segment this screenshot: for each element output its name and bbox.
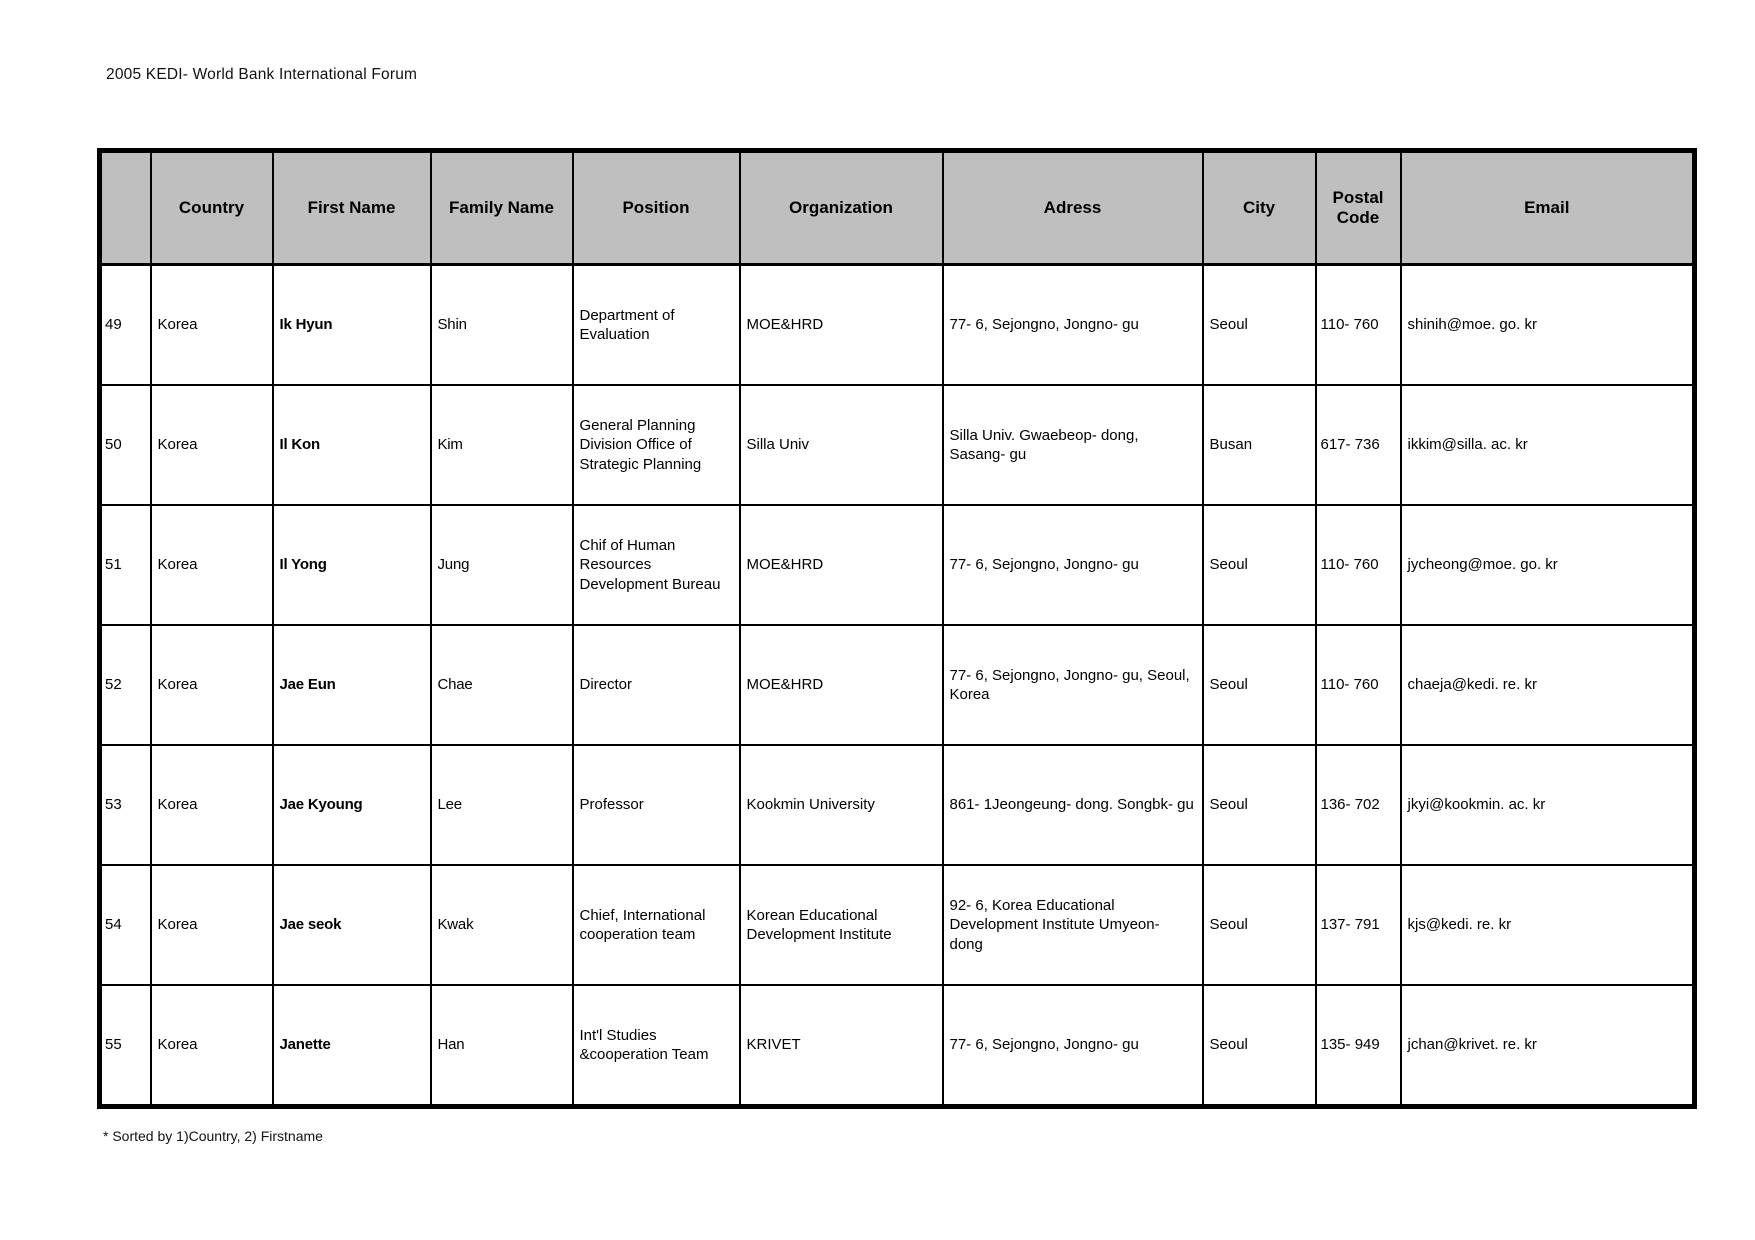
header-position: Position xyxy=(573,151,740,265)
table-row xyxy=(100,985,1695,1107)
cell-organization: Korean Educational Development Institute xyxy=(740,865,943,985)
cell-address: 77- 6, Sejongno, Jongno- gu xyxy=(943,265,1203,386)
cell-email: jycheong@moe. go. kr xyxy=(1401,505,1695,625)
table-body xyxy=(100,265,1695,1107)
cell-position: Director xyxy=(573,625,740,745)
cell-city: Seoul xyxy=(1203,625,1316,745)
cell-position: Professor xyxy=(573,745,740,865)
table-row xyxy=(100,625,1695,745)
cell-address: 861- 1Jeongeung- dong. Songbk- gu xyxy=(943,745,1203,865)
cell-position: Chief, International cooperation team xyxy=(573,865,740,985)
header-organization: Organization xyxy=(740,151,943,265)
cell-city: Seoul xyxy=(1203,745,1316,865)
header-city: City xyxy=(1203,151,1316,265)
table-row xyxy=(100,745,1695,865)
cell-country: Korea xyxy=(151,385,273,505)
cell-address: 77- 6, Sejongno, Jongno- gu, Seoul, Korea xyxy=(943,625,1203,745)
cell-postal-code: 137- 791 xyxy=(1316,865,1401,985)
cell-family-name: Lee xyxy=(431,745,573,865)
cell-country: Korea xyxy=(151,505,273,625)
cell-address: 77- 6, Sejongno, Jongno- gu xyxy=(943,985,1203,1107)
cell-city: Seoul xyxy=(1203,985,1316,1107)
cell-position: Department of Evaluation xyxy=(573,265,740,386)
cell-organization: Silla Univ xyxy=(740,385,943,505)
cell-city: Seoul xyxy=(1203,265,1316,386)
table-header xyxy=(100,151,1695,265)
cell-family-name: Kim xyxy=(431,385,573,505)
cell-country: Korea xyxy=(151,625,273,745)
cell-family-name: Chae xyxy=(431,625,573,745)
cell-row-number: 53 xyxy=(100,745,151,865)
cell-family-name: Kwak xyxy=(431,865,573,985)
table-row xyxy=(100,265,1695,386)
cell-position: Int'l Studies &cooperation Team xyxy=(573,985,740,1107)
cell-email: shinih@moe. go. kr xyxy=(1401,265,1695,386)
cell-country: Korea xyxy=(151,865,273,985)
cell-first-name: Jae Eun xyxy=(273,625,431,745)
cell-row-number: 49 xyxy=(100,265,151,386)
table-row xyxy=(100,865,1695,985)
cell-first-name: Jae Kyoung xyxy=(273,745,431,865)
table-row xyxy=(100,505,1695,625)
cell-postal-code: 110- 760 xyxy=(1316,625,1401,745)
header-postal-code: Postal Code xyxy=(1316,151,1401,265)
cell-first-name: Jae seok xyxy=(273,865,431,985)
cell-family-name: Han xyxy=(431,985,573,1107)
cell-country: Korea xyxy=(151,265,273,386)
cell-postal-code: 110- 760 xyxy=(1316,505,1401,625)
sort-note: * Sorted by 1)Country, 2) Firstname xyxy=(103,1128,323,1144)
cell-organization: MOE&HRD xyxy=(740,505,943,625)
header-family-name: Family Name xyxy=(431,151,573,265)
cell-postal-code: 136- 702 xyxy=(1316,745,1401,865)
header-row-number xyxy=(100,151,151,265)
cell-address: 77- 6, Sejongno, Jongno- gu xyxy=(943,505,1203,625)
cell-country: Korea xyxy=(151,745,273,865)
header-first-name: First Name xyxy=(273,151,431,265)
cell-family-name: Shin xyxy=(431,265,573,386)
cell-address: 92- 6, Korea Educational Development Institute Umyeon- dong xyxy=(943,865,1203,985)
participants-table xyxy=(97,148,1697,1109)
cell-country: Korea xyxy=(151,985,273,1107)
cell-row-number: 50 xyxy=(100,385,151,505)
cell-first-name: Ik Hyun xyxy=(273,265,431,386)
cell-organization: KRIVET xyxy=(740,985,943,1107)
cell-first-name: Il Yong xyxy=(273,505,431,625)
header-email: Email xyxy=(1401,151,1695,265)
cell-email: chaeja@kedi. re. kr xyxy=(1401,625,1695,745)
document-title: 2005 KEDI- World Bank International Forum xyxy=(106,66,418,83)
cell-row-number: 55 xyxy=(100,985,151,1107)
table-row xyxy=(100,385,1695,505)
cell-position: General Planning Division Office of Strategic Planning xyxy=(573,385,740,505)
cell-city: Busan xyxy=(1203,385,1316,505)
cell-row-number: 51 xyxy=(100,505,151,625)
cell-first-name: Janette xyxy=(273,985,431,1107)
cell-city: Seoul xyxy=(1203,505,1316,625)
cell-email: jchan@krivet. re. kr xyxy=(1401,985,1695,1107)
cell-address: Silla Univ. Gwaebeop- dong, Sasang- gu xyxy=(943,385,1203,505)
cell-email: ikkim@silla. ac. kr xyxy=(1401,385,1695,505)
cell-organization: Kookmin University xyxy=(740,745,943,865)
cell-organization: MOE&HRD xyxy=(740,625,943,745)
cell-row-number: 54 xyxy=(100,865,151,985)
cell-first-name: Il Kon xyxy=(273,385,431,505)
cell-postal-code: 110- 760 xyxy=(1316,265,1401,386)
cell-row-number: 52 xyxy=(100,625,151,745)
cell-email: jkyi@kookmin. ac. kr xyxy=(1401,745,1695,865)
cell-postal-code: 617- 736 xyxy=(1316,385,1401,505)
table-header-row xyxy=(100,151,1695,265)
header-country: Country xyxy=(151,151,273,265)
cell-email: kjs@kedi. re. kr xyxy=(1401,865,1695,985)
cell-position: Chif of Human Resources Development Bureau xyxy=(573,505,740,625)
header-address: Adress xyxy=(943,151,1203,265)
cell-postal-code: 135- 949 xyxy=(1316,985,1401,1107)
cell-organization: MOE&HRD xyxy=(740,265,943,386)
cell-city: Seoul xyxy=(1203,865,1316,985)
cell-family-name: Jung xyxy=(431,505,573,625)
